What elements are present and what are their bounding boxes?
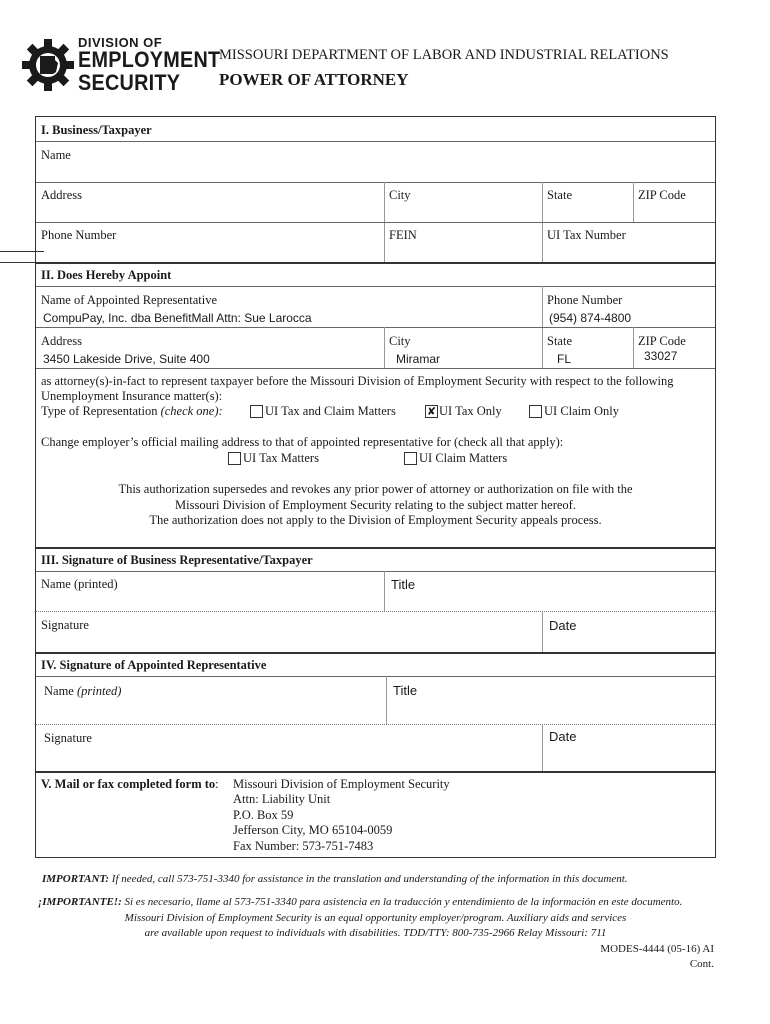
mail-address-line1: Missouri Division of Employment Security	[233, 777, 450, 791]
business-name-field[interactable]: Name	[41, 148, 71, 162]
divider	[542, 724, 543, 771]
form-title: POWER OF ATTORNEY	[219, 70, 409, 89]
divider	[386, 676, 387, 724]
business-city-field[interactable]: City	[389, 188, 411, 202]
section-5-colon: :	[215, 777, 219, 791]
gear-icon	[22, 39, 74, 91]
importante-text: Si es necesario, llame al 573-751-3340 para asistencia en la traducción y entendimiento de la información en este documento.	[121, 896, 683, 908]
section-divider	[36, 771, 715, 773]
ui-claim-only-checkbox[interactable]	[529, 405, 542, 418]
important-notice	[42, 873, 628, 885]
attorney-statement-line1: as attorney(s)-in-fact to represent taxpayer before the Missouri Division of Employment Security with respect to the following	[41, 374, 674, 388]
section-divider	[36, 652, 715, 654]
divider	[36, 182, 715, 183]
ui-claim-only-label: UI Claim Only	[544, 404, 619, 418]
rep-city-value[interactable]: Miramar	[396, 352, 440, 366]
rep-zip-value[interactable]: 33027	[644, 349, 678, 363]
divider	[633, 182, 634, 222]
rep-state-label: State	[547, 334, 572, 348]
section-4-heading: IV. Signature of Appointed Representative	[41, 658, 267, 672]
rep-type-label	[41, 404, 223, 419]
business-phone-field[interactable]: Phone Number	[41, 228, 117, 242]
mail-address-line2: Attn: Liability Unit	[233, 792, 331, 806]
section-3-heading: III. Signature of Business Representative/Taxpayer	[41, 553, 313, 567]
divider	[36, 286, 715, 287]
addr-ui-claim-matters-checkbox[interactable]	[404, 452, 417, 465]
divider	[36, 724, 715, 725]
section-1-heading: I. Business/Taxpayer	[41, 123, 152, 137]
continued-note: Cont.	[689, 958, 714, 970]
divider	[36, 327, 715, 328]
logo-line2: EMPLOYMENT	[78, 47, 221, 72]
rep-address-value[interactable]: 3450 Lakeside Drive, Suite 400	[43, 352, 210, 366]
divider	[633, 327, 634, 368]
rep-name-printed-field[interactable]	[44, 684, 121, 699]
rep-signature-field[interactable]: Signature	[44, 731, 92, 745]
mail-address-line3: P.O. Box 59	[233, 808, 294, 822]
taxpayer-title-field[interactable]: Title	[391, 577, 416, 592]
rep-name-label: Name of Appointed Representative	[41, 293, 217, 307]
divider	[384, 571, 385, 611]
divider	[36, 611, 715, 612]
section-divider	[36, 547, 715, 549]
change-address-statement: Change employer’s official mailing address to that of appointed representative for (check all that apply):	[41, 435, 564, 449]
rep-phone-label: Phone Number	[547, 293, 623, 307]
taxpayer-date-field[interactable]: Date	[549, 618, 577, 633]
rep-type-hint: (check one):	[160, 404, 223, 418]
taxpayer-signature-field[interactable]: Signature	[41, 618, 89, 632]
mail-address-line4: Jefferson City, MO 65104-0059	[233, 823, 393, 837]
rep-address-label: Address	[41, 334, 82, 348]
business-fein-field[interactable]: FEIN	[389, 228, 417, 242]
rep-name-value[interactable]: CompuPay, Inc. dba BenefitMall Attn: Sue Larocca	[43, 311, 312, 325]
des-logo	[22, 35, 221, 95]
section-divider	[36, 262, 715, 264]
taxpayer-name-printed-field[interactable]: Name (printed)	[41, 577, 118, 591]
attorney-statement-line2: Unemployment Insurance matter(s):	[41, 389, 223, 403]
business-address-field[interactable]: Address	[41, 188, 82, 202]
agency-name: MISSOURI DEPARTMENT OF LABOR AND INDUSTRIAL RELATIONS	[219, 47, 669, 63]
revocation-notice-line2: Missouri Division of Employment Security relating to the subject matter hereof.	[175, 498, 576, 512]
fax-number: Fax Number: 573-751-7483	[233, 839, 374, 853]
rep-state-value[interactable]: FL	[557, 352, 572, 366]
form-frame	[35, 116, 716, 858]
business-ui-tax-number-field[interactable]: UI Tax Number	[547, 228, 626, 242]
divider	[542, 611, 543, 652]
rep-date-field[interactable]: Date	[549, 729, 577, 744]
ui-tax-only-label: UI Tax Only	[439, 404, 502, 418]
divider	[36, 571, 715, 572]
importante-label: ¡IMPORTANTE!:	[38, 896, 122, 908]
importante-notice	[38, 896, 682, 908]
revocation-notice-line1: This authorization supersedes and revokes any prior power of attorney or authorization on file with the	[118, 482, 633, 496]
rep-title-field[interactable]: Title	[393, 683, 418, 698]
ui-tax-and-claim-checkbox[interactable]	[250, 405, 263, 418]
revocation-notice-line3: The authorization does not apply to the Division of Employment Security appeals process.	[149, 513, 602, 527]
rep-type-label-text: Type of Representation	[41, 404, 158, 418]
business-zip-field[interactable]: ZIP Code	[638, 188, 686, 202]
rep-city-label: City	[389, 334, 411, 348]
section-5-heading-text: V. Mail or fax completed form to	[41, 777, 216, 791]
divider	[36, 368, 715, 369]
equal-opportunity-line1: Missouri Division of Employment Security is an equal opportunity employer/program. Auxiliary aids and services	[124, 912, 627, 924]
equal-opportunity-line2: are available upon request to individuals with disabilities. TDD/TTY: 800-735-2966 Relay Missouri: 711	[144, 927, 607, 939]
addr-ui-claim-matters-label: UI Claim Matters	[419, 451, 508, 465]
addr-ui-tax-matters-label: UI Tax Matters	[243, 451, 319, 465]
divider	[36, 141, 715, 142]
important-label: IMPORTANT:	[42, 873, 110, 885]
divider	[36, 676, 715, 677]
addr-ui-tax-matters-checkbox[interactable]	[228, 452, 241, 465]
form-number: MODES-4444 (05-16) AI	[600, 943, 714, 955]
important-text: If needed, call 573-751-3340 for assistance in the translation and understanding of the information in this document.	[109, 873, 628, 885]
rep-phone-value[interactable]: (954) 874-4800	[549, 311, 632, 325]
ui-tax-only-checkbox[interactable]: ✘	[426, 405, 437, 418]
logo-line3: SECURITY	[78, 70, 181, 95]
rep-name-printed-hint: (printed)	[76, 684, 122, 698]
rep-zip-label: ZIP Code	[638, 334, 686, 348]
section-2-heading: II. Does Hereby Appoint	[41, 268, 172, 282]
divider	[384, 327, 385, 368]
rep-name-printed-label: Name	[44, 684, 74, 698]
ui-tax-and-claim-label: UI Tax and Claim Matters	[265, 404, 396, 418]
section-5-heading	[41, 777, 219, 792]
logo-line1: DIVISION OF	[78, 35, 163, 50]
divider	[36, 222, 715, 223]
business-state-field[interactable]: State	[547, 188, 572, 202]
